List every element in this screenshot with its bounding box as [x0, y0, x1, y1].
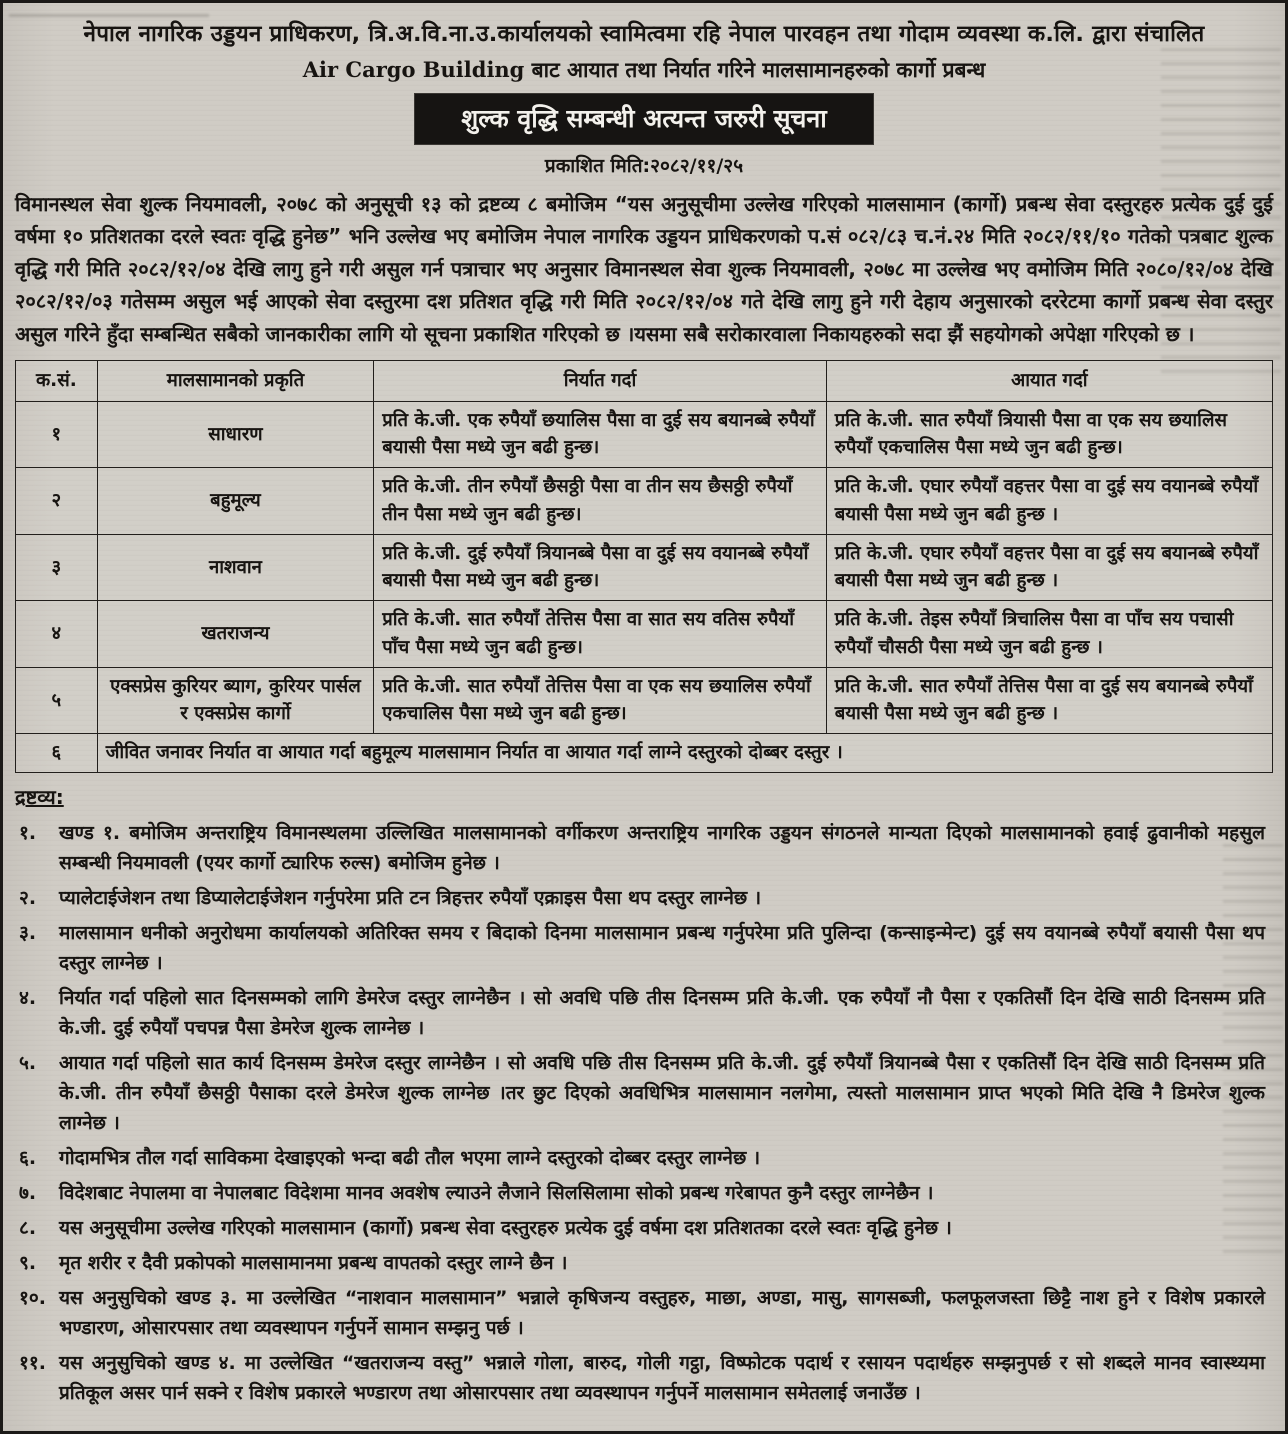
note-number: ११.	[19, 1352, 46, 1375]
note-item	[15, 818, 1273, 878]
notice-header-line2	[15, 56, 1273, 84]
row-import-rate: प्रति के.जी. एघार रुपैयाँ वहत्तर पैसा वा दुई सय वयानब्बे रुपैयाँ बयासी पैसा मध्ये जुन बढी हुन्छ ।	[826, 468, 1272, 535]
note-item	[15, 918, 1273, 978]
note-number: ३.	[19, 922, 37, 944]
table-row	[16, 468, 1273, 535]
row-spanning-note: जीवित जनावर निर्यात वा आयात गर्दा बहुमूल्य मालसामान निर्यात वा आयात गर्दा लाग्ने दस्तुरको दोब्बर दस्तुर ।	[97, 734, 1272, 773]
title-banner: शुल्क वृद्धि सम्बन्धी अत्यन्त जरुरी सूचना	[415, 94, 873, 144]
note-number: ८.	[19, 1217, 37, 1240]
notice-header-line2-nepali: बाट आयात तथा निर्यात गरिने मालसामानहरुको कार्गो प्रबन्ध	[524, 58, 986, 82]
note-text: प्यालेटाईजेशन तथा डिप्यालेटाईजेशन गर्नुपरेमा प्रति टन त्रिहत्तर रुपैयाँ एक्राइस पैसा थप दस्तुर लाग्नेछ ।	[59, 886, 762, 909]
row-export-rate: प्रति के.जी. सात रुपैयाँ तेत्तिस पैसा वा एक सय छयालिस रुपैयाँ एकचालिस पैसा मध्ये जुन बढी हुन्छ।	[374, 667, 827, 734]
note-text: निर्यात गर्दा पहिलो सात दिनसम्मको लागि डेमरेज दस्तुर लाग्नेछैन । सो अवधि पछि तीस दिनसम्म प्रति के.जी. एक रुपैयाँ नौ पैसा र एकतिसौं दिन देखि साठी दिनसम्म प्रति के.जी. दुई रुपैयाँ पचपन्न पैसा डेमरेज शुल्क लाग्नेछ ।	[59, 987, 1265, 1040]
row-export-rate: प्रति के.जी. दुई रुपैयाँ त्रियानब्बे पैसा वा दुई सय वयानब्बे रुपैयाँ बयासी पैसा मध्ये जुन बढी हुन्छ।	[374, 534, 827, 601]
note-text: विदेशबाट नेपालमा वा नेपालबाट विदेशमा मानव अवशेष ल्याउने लैजाने सिलसिलामा सोको प्रबन्ध गरेबापत कुनै दस्तुर लाग्नेछैन ।	[59, 1182, 934, 1205]
intro-paragraph: विमानस्थल सेवा शुल्क नियमावली, २०७८ को अनुसूची १३ को द्रष्टव्य ८ बमोजिम “यस अनुसूचीमा उल्लेख गरिएको मालसामान (कार्गो) प्रबन्ध सेवा दस्तुरहरु प्रत्येक दुई दुई वर्षमा १० प्रतिशतका दरले स्वतः वृद्धि हुनेछ” भनि उल्लेख भए बमोजिम नेपाल नागरिक उड्डयन प्राधिकरणको प.सं ०८२/८३ च.नं.२४ मिति २०८२/११/१० गतेको पत्रबाट शुल्क वृद्धि गरी मिति २०८२/१२/०४ देखि लागु हुने गरी असुल गर्न पत्राचार भए अनुसार विमानस्थल सेवा शुल्क नियमावली, २०७८ मा उल्लेख भए वमोजिम मिति २०८०/१२/०४ देखि २०८२/१२/०३ गतेसम्म असुल भई आएको सेवा दस्तुरमा दश प्रतिशत वृद्धि गरी मिति २०८२/१२/०४ गते देखि लागु हुने गरी देहाय अनुसारको दररेटमा कार्गो प्रबन्ध सेवा दस्तुर असुल गरिने हुँदा सम्बन्धित सबैको जानकारीका लागि यो सूचना प्रकाशित गरिएको छ ।यसमा सबै सरोकारवाला निकायहरुको सदा झैं सहयोगको अपेक्षा गरिएको छ ।	[15, 192, 1273, 346]
row-sn: ३	[16, 534, 98, 601]
row-export-rate: प्रति के.जी. एक रुपैयाँ छयालिस पैसा वा दुई सय बयानब्बे रुपैयाँ बयासी पैसा मध्ये जुन बढी हुन्छ।	[374, 401, 827, 468]
row-goods-type: एक्सप्रेस कुरियर ब्याग, कुरियर पार्सल र एक्सप्रेस कार्गो	[97, 667, 374, 734]
row-sn: ६	[16, 734, 98, 773]
row-import-rate: प्रति के.जी. एघार रुपैयाँ वहत्तर पैसा वा दुई सय बयानब्बे रुपैयाँ बयासी पैसा मध्ये जुन बढी हुन्छ ।	[826, 534, 1272, 601]
table-row	[16, 734, 1273, 773]
notes-section	[15, 783, 1273, 1408]
row-goods-type: नाशवान	[97, 534, 374, 601]
row-goods-type: साधारण	[97, 401, 374, 468]
row-sn: १	[16, 401, 98, 468]
note-number: १.	[19, 821, 37, 844]
fee-table	[15, 360, 1273, 773]
row-goods-type: खतराजन्य	[97, 601, 374, 668]
table-row	[16, 601, 1273, 668]
note-text: गोदामभित्र तौल गर्दा साविकमा देखाइएको भन्दा बढी तौल भएमा लाग्ने दस्तुरको दोब्बर दस्तुर लाग्नेछ ।	[59, 1147, 761, 1170]
note-number: १०.	[19, 1287, 46, 1310]
table-row	[16, 401, 1273, 468]
note-item	[15, 1348, 1273, 1408]
note-number: ४.	[19, 987, 37, 1010]
table-header-sn: क.सं.	[16, 360, 98, 401]
row-export-rate: प्रति के.जी. तीन रुपैयाँ छैसठ्ठी पैसा वा तीन सय छैसठ्ठी रुपैयाँ तीन पैसा मध्ये जुन बढी हुन्छ।	[374, 468, 827, 535]
note-item	[15, 1048, 1273, 1138]
note-number: ९.	[19, 1252, 37, 1275]
row-sn: ४	[16, 601, 98, 668]
row-import-rate: प्रति के.जी. सात रुपैयाँ त्रियासी पैसा वा एक सय छयालिस रुपैयाँ एकचालिस पैसा मध्ये जुन बढी हुन्छ।	[826, 401, 1272, 468]
note-text: यस अनुसूचीमा उल्लेख गरिएको मालसामान (कार्गो) प्रबन्ध सेवा दस्तुरहरु प्रत्येक दुई वर्षमा दश प्रतिशतका दरले स्वतः वृद्धि हुनेछ ।	[59, 1217, 952, 1240]
note-item	[15, 1283, 1273, 1343]
table-header-row	[16, 360, 1273, 401]
row-import-rate: प्रति के.जी. सात रुपैयाँ तेत्तिस पैसा वा दुई सय बयानब्बे रुपैयाँ बयासी पैसा मध्ये जुन बढी हुन्छ ।	[826, 667, 1272, 734]
table-header-goods-type: मालसामानको प्रकृति	[97, 360, 374, 401]
note-number: २.	[19, 886, 37, 909]
note-number: ६.	[19, 1147, 37, 1170]
note-text: मृत शरीर र दैवी प्रकोपको मालसामानमा प्रबन्ध वापतको दस्तुर लाग्ने छैन ।	[59, 1252, 568, 1275]
table-row	[16, 667, 1273, 734]
note-item	[15, 1178, 1273, 1208]
note-item	[15, 883, 1273, 913]
note-text: खण्ड १. बमोजिम अन्तराष्ट्रिय विमानस्थलमा उल्लिखित मालसामानको वर्गीकरण अन्तराष्ट्रिय नागरिक उड्डयन संगठनले मान्यता दिएको मालसामानको हवाई ढुवानीको महसुल सम्बन्धी नियमावली (एयर कार्गो ट्यारिफ रुल्स) बमोजिम हुनेछ ।	[59, 821, 1265, 874]
note-text: यस अनुसुचिको खण्ड ४. मा उल्लेखित “खतराजन्य वस्तु” भन्नाले गोला, बारुद, गोली गट्ठा, विष्फोटक पदार्थ र रसायन पदार्थहरु सम्झनुपर्छ र सो शब्दले मानव स्वास्थ्यमा प्रतिकूल असर पार्न सक्ने र विशेष प्रकारले भण्डारण तथा ओसारपसार तथा व्यवस्थापन गर्नुपर्ने मालसामान समेतलाई जनाउँछ ।	[59, 1352, 1265, 1405]
notice-header-line1: नेपाल नागरिक उड्डयन प्राधिकरण, त्रि.अ.वि.ना.उ.कार्यालयको स्वामित्वमा रहि नेपाल पारवहन तथा गोदाम व्यवस्था क.लि. द्वारा संचालित	[83, 21, 1205, 47]
published-date: प्रकाशित मिति:२०८२/११/२५	[544, 155, 744, 177]
note-number: ५.	[19, 1052, 37, 1075]
row-sn: २	[16, 468, 98, 535]
note-item	[15, 1143, 1273, 1173]
note-item	[15, 1213, 1273, 1243]
note-item	[15, 983, 1273, 1043]
notes-heading: द्रष्टव्य:	[15, 784, 64, 809]
note-text: मालसामान धनीको अनुरोधमा कार्यालयको अतिरिक्त समय र बिदाको दिनमा मालसामान प्रबन्ध गर्नुपरेमा प्रति पुलिन्दा (कन्साइन्मेन्ट) दुई सय वयानब्बे रुपैयाँ बयासी पैसा थप दस्तुर लाग्नेछ ।	[59, 922, 1265, 975]
note-text: यस अनुसुचिको खण्ड ३. मा उल्लेखित “नाशवान मालसामान” भन्नाले कृषिजन्य वस्तुहरु, माछा, अण्डा, मासु, सागसब्जी, फलफूलजस्ता छिट्टै नाश हुने र विशेष प्रकारले भण्डारण, ओसारपसार तथा व्यवस्थापन गर्नुपर्ने सामान सम्झनु पर्छ ।	[59, 1287, 1265, 1340]
row-import-rate: प्रति के.जी. तेइस रुपैयाँ त्रिचालिस पैसा वा पाँच सय पचासी रुपैयाँ चौसठी पैसा मध्ये जुन बढी हुन्छ ।	[826, 601, 1272, 668]
note-number: ७.	[19, 1182, 37, 1205]
air-cargo-building-label: Air Cargo Building	[302, 57, 525, 82]
table-row	[16, 534, 1273, 601]
table-header-import: आयात गर्दा	[826, 360, 1272, 401]
note-item	[15, 1248, 1273, 1278]
row-export-rate: प्रति के.जी. सात रुपैयाँ तेत्तिस पैसा वा सात सय वतिस रुपैयाँ पाँच पैसा मध्ये जुन बढी हुन्छ।	[374, 601, 827, 668]
row-goods-type: बहुमूल्य	[97, 468, 374, 535]
note-text: आयात गर्दा पहिलो सात कार्य दिनसम्म डेमरेज दस्तुर लाग्नेछैन । सो अवधि पछि तीस दिनसम्म प्रति के.जी. दुई रुपैयाँ त्रियानब्बे पैसा र एकतिसौं दिन देखि साठी दिनसम्म प्रति के.जी. तीन रुपैयाँ छैसठ्ठी पैसाका दरले डेमरेज शुल्क लाग्नेछ ।तर छुट दिएको अवधिभित्र मालसामान नलगेमा, त्यस्तो मालसामान प्राप्त भएको मिति देखि नै डिमरेज शुल्क लाग्नेछ ।	[59, 1052, 1265, 1135]
table-header-export: निर्यात गर्दा	[374, 360, 827, 401]
row-sn: ५	[16, 667, 98, 734]
